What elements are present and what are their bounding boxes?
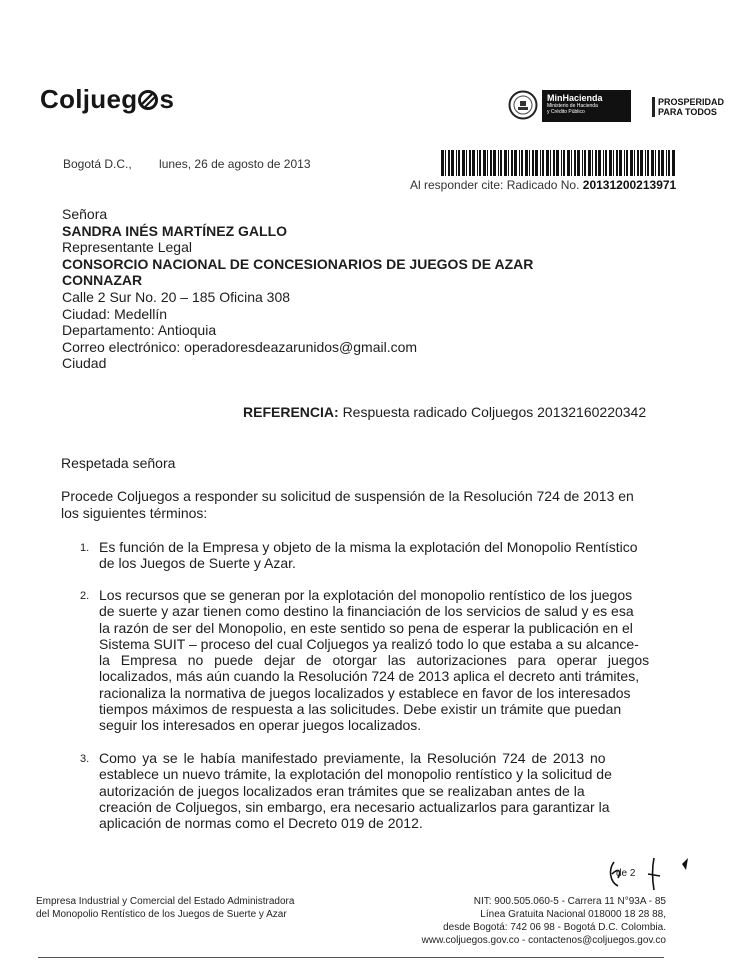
footer-right-2: Línea Gratuita Nacional 018000 18 28 88, — [480, 909, 666, 920]
barcode-bar — [556, 150, 559, 176]
barcode-bar — [458, 150, 460, 176]
reference-label: REFERENCIA: — [243, 404, 339, 420]
citation-line — [410, 178, 676, 192]
recipient-org-2: CONNAZAR — [62, 272, 143, 289]
ministry-sub-1: Ministerio de Hacienda — [547, 103, 598, 109]
item-line: autorización de juegos localizados eran trámites que se realizaban antes de la — [99, 782, 585, 799]
barcode-bar — [451, 150, 454, 176]
date-city: Bogotá D.C., — [63, 157, 132, 171]
barcode-bar — [598, 150, 601, 176]
barcode-bar — [563, 150, 565, 176]
recipient-city: Ciudad: Medellín — [62, 305, 168, 322]
barcode-bar — [640, 150, 643, 176]
date-line — [63, 157, 311, 171]
barcode-bar — [445, 150, 446, 176]
colombia-seal-icon — [508, 90, 538, 120]
barcode-bar — [634, 150, 635, 176]
ministry-sub-2: y Crédito Público — [547, 109, 585, 115]
intro-paragraph — [61, 488, 659, 522]
barcode-bar — [521, 150, 523, 176]
barcode-bar — [609, 150, 612, 176]
barcode-bar — [603, 150, 604, 176]
barcode-bar — [651, 150, 654, 176]
barcode-bar — [477, 150, 478, 176]
barcode-bar — [613, 150, 614, 176]
barcode-bar — [511, 150, 513, 176]
prosperity-logo — [652, 97, 724, 117]
barcode-bar — [498, 150, 499, 176]
recipient-department: Departamento: Antioquia — [62, 322, 217, 339]
barcode-bar — [658, 150, 660, 176]
item-line: la Empresa no puede dejar de otorgar las autorizaciones para operar juegos — [99, 652, 650, 669]
signature-mark — [598, 852, 693, 892]
recipient-email: Correo electrónico: operadoresdeazarunidos@gmail.com — [62, 338, 418, 355]
barcode-bar — [493, 150, 496, 176]
recipient-org-1: CONSORCIO NACIONAL DE CONCESIONARIOS DE JUEGOS DE AZAR — [62, 255, 534, 272]
item-line: localizados, más aún cuando la Resolución 724 de 2013 aplica el decreto anti trámites, — [99, 668, 640, 685]
barcode-bar — [624, 150, 625, 176]
logo-text: Coljueg — [40, 84, 138, 114]
recipient-ciudad: Ciudad — [62, 355, 107, 372]
barcode-bar — [619, 150, 622, 176]
intro-line-2: los siguientes términos: — [61, 505, 208, 521]
footer-company — [36, 895, 294, 921]
barcode-bar — [668, 150, 670, 176]
barcode-bar — [616, 150, 618, 176]
footer-left-1: Empresa Industrial y Comercial del Estado Administradora — [36, 896, 295, 907]
barcode-bar — [637, 150, 639, 176]
barcode-bar — [588, 150, 591, 176]
barcode-bar — [655, 150, 656, 176]
list-item-2 — [80, 587, 659, 734]
barcode-bar — [567, 150, 570, 176]
greeting: Respetada señora — [61, 455, 176, 471]
barcode-bar — [525, 150, 528, 176]
barcode-bar — [542, 150, 544, 176]
footer-right-1: NIT: 900.505.060-5 - Carrera 11 N°93A - 85 — [473, 896, 666, 907]
recipient-block — [62, 206, 533, 372]
barcode-bar — [630, 150, 633, 176]
barcode-bar — [577, 150, 580, 176]
item-line: de suerte y azar tienen como destino la financiación de los servicios de salud y es esa — [99, 603, 634, 620]
barcode-bar — [535, 150, 538, 176]
item-line: Es función de la Empresa y objeto de la misma la explotación del Monopolio Rentístico — [99, 539, 638, 555]
item-line: la razón de ser del Monopolio, en este sentido so pena de esperar la publicación en el — [99, 619, 633, 636]
barcode-bar — [645, 150, 646, 176]
recipient-address: Calle 2 Sur No. 20 – 185 Oficina 308 — [62, 288, 291, 305]
barcode-bar — [672, 150, 675, 176]
item-line: Como ya se le había manifestado previamente, la Resolución 724 de 2013 no — [99, 750, 606, 766]
barcode-bar — [571, 150, 572, 176]
logo-ball-icon — [138, 90, 158, 110]
barcode-bar — [546, 150, 549, 176]
barcode-bar — [472, 150, 475, 176]
item-line: establece un nuevo trámite, la explotación del monopolio rentístico y la solicitud de — [99, 766, 612, 783]
footer-rule — [38, 957, 664, 958]
barcode-bar — [500, 150, 502, 176]
barcode-bar — [490, 150, 492, 176]
citation-label: Al responder cite: Radicado No. — [410, 178, 580, 192]
barcode-bar — [626, 150, 628, 176]
barcode-bar — [582, 150, 583, 176]
reference-text: Respuesta radicado Coljuegos 20132160220342 — [342, 404, 647, 420]
item-line: Los recursos que se generan por la explotación del monopolio rentístico de los juegos — [99, 587, 633, 603]
barcode-bar — [553, 150, 555, 176]
barcode-bar — [508, 150, 509, 176]
barcode-bar — [487, 150, 488, 176]
barcode-bar — [448, 150, 450, 176]
barcode-bar — [605, 150, 607, 176]
item-line: creación de Coljuegos, sin embargo, era necesario actualizarlos para garantizar la — [99, 798, 610, 815]
barcode-bar — [514, 150, 517, 176]
barcode-bar — [519, 150, 520, 176]
barcode — [441, 150, 676, 176]
ministry-title: MinHacienda — [547, 93, 603, 103]
footer-right-3: desde Bogotá: 742 06 98 - Bogotá D.C. Colombia. — [443, 922, 666, 933]
barcode-bar — [666, 150, 667, 176]
prosperity-line-1: PROSPERIDAD — [658, 97, 725, 107]
barcode-bar — [469, 150, 471, 176]
prosperity-line-2: PARA TODOS — [658, 107, 717, 117]
recipient-role: Representante Legal — [62, 239, 192, 256]
footer-right-4: www.coljuegos.gov.co - contactenos@coljuegos.gov.co — [421, 935, 666, 946]
barcode-bar — [532, 150, 534, 176]
barcode-bar — [592, 150, 593, 176]
footer-contact — [422, 895, 666, 947]
intro-line-1: Procede Coljuegos a responder su solicitud de suspensión de la Resolución 724 de 2013 en — [61, 488, 634, 504]
barcode-bar — [647, 150, 649, 176]
barcode-bar — [661, 150, 664, 176]
barcode-bar — [595, 150, 597, 176]
item-line: aplicación de normas como el Decreto 019 de 2012. — [99, 815, 423, 832]
footer-left-2: del Monopolio Rentístico de los Juegos de Suerte y Azar — [36, 909, 287, 920]
logo-text-end: s — [159, 84, 175, 114]
item-line: racionaliza la normativa de juegos localizados y establece en favor de los interesados — [99, 684, 631, 701]
barcode-bar — [574, 150, 576, 176]
barcode-bar — [561, 150, 562, 176]
page-marker: de 2 — [616, 868, 636, 879]
item-number: 3. — [80, 753, 90, 765]
barcode-bar — [550, 150, 551, 176]
item-line: de los Juegos de Suerte y Azar. — [99, 555, 296, 572]
item-line: seguir los interesados en operar juegos localizados. — [99, 717, 422, 734]
barcode-bar — [462, 150, 465, 176]
coljuegos-logo — [40, 84, 174, 115]
ministry-badge — [542, 90, 631, 122]
barcode-bar — [483, 150, 486, 176]
item-number: 1. — [80, 542, 90, 554]
citation-number: 20131200213971 — [582, 178, 677, 192]
item-line: tiempos máximos de respuesta a las solicitudes. Debe existir un trámite que puedan — [99, 701, 622, 718]
barcode-bar — [466, 150, 467, 176]
reference-line — [243, 404, 646, 420]
recipient-name: SANDRA INÉS MARTÍNEZ GALLO — [62, 222, 288, 239]
list-item-1 — [80, 539, 661, 572]
barcode-bar — [504, 150, 507, 176]
item-line: Sistema SUIT – proceso del cual Coljuegos ya realizó todo lo que estaba a su alcance- — [99, 635, 639, 652]
barcode-bar — [529, 150, 530, 176]
barcode-bar — [441, 150, 444, 176]
recipient-salutation: Señora — [62, 206, 108, 222]
barcode-bar — [479, 150, 481, 176]
date-text: lunes, 26 de agosto de 2013 — [159, 157, 311, 171]
barcode-bar — [456, 150, 457, 176]
item-number: 2. — [80, 590, 90, 602]
barcode-bar — [584, 150, 586, 176]
barcode-bar — [540, 150, 541, 176]
list-item-3 — [80, 750, 662, 832]
